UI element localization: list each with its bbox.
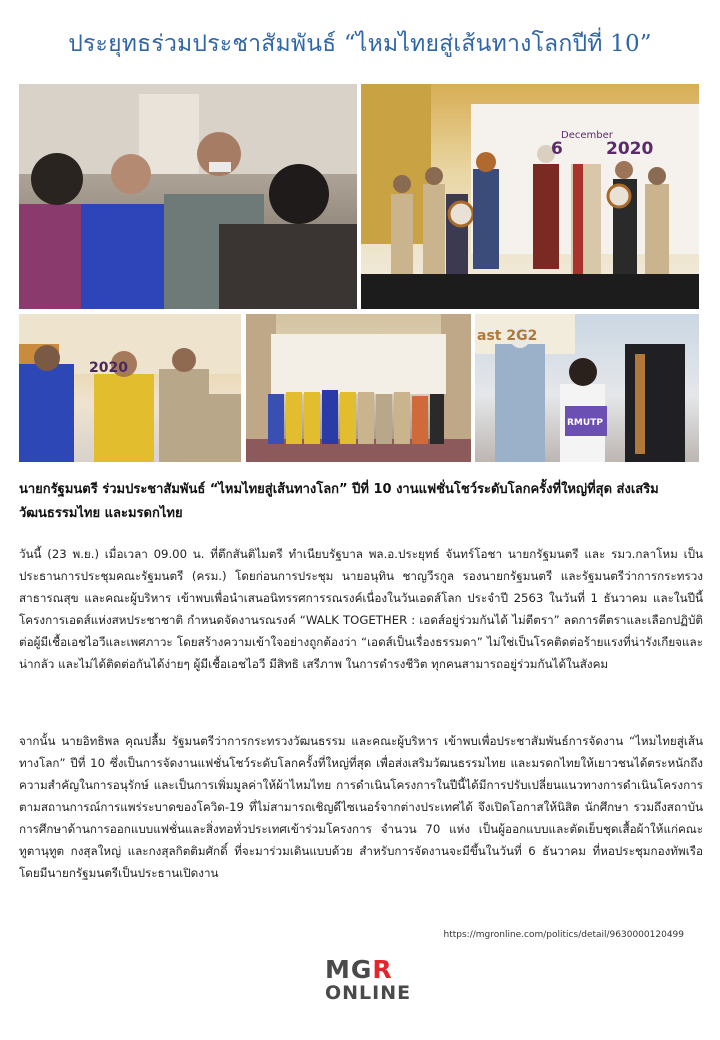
photo-prayut-greeting-scene [19,84,357,309]
logo-mgr-prefix: MG [325,955,373,984]
rmutp-sign-text: RMUTP [567,418,603,428]
photo-group-small-scene [19,314,241,462]
photo5-banner-text: ast 2G2 [477,328,538,344]
exhibit-date-month: December [561,130,613,141]
photo-fashion-exhibit-scene [361,84,699,309]
photo-fashion-exhibit [361,84,699,309]
photo-group-small [19,314,241,462]
mgr-online-logo [325,957,421,1007]
logo-mgr-text [325,957,421,982]
exhibit-date-year: 2020 [606,139,654,159]
article-paragraph-1: วันนี้ (23 พ.ย.) เมื่อเวลา 09.00 น. ที่ตึกสันติไมตรี ทำเนียบรัฐบาล พล.อ.ประยุทธ์ จันทร์โอชา นายกรัฐมนตรี และ รมว.กลาโหม เป็นประธานการประชุมคณะรัฐมนตรี (ครม.) โดยก่อนการประชุม นายอนุทิน ชาญวีรกูล รองนายกรัฐมนตรี และรัฐมนตรีว่าการกระทรวงสาธารณสุข และคณะผู้บริหาร เข้าพบเพื่อนำเสนอนิทรรศการรณรงค์เนื่องในวันเอดส์โลก ประจำปี 2563 ในวันที่ 1 ธันวาคม และในปีนี้โครงการเอดส์แห่งสหประชาชาติ กำหนดจัดงานรณรงค์ “WALK TOGETHER : เอดส์อยู่ร่วมกันได้ ไม่ตีตรา” ลดการตีตราและเลือกปฏิบัติต่อผู้มีเชื้อเอชไอวีและเพศภาวะ โดยสร้างความเข้าใจอย่างถูกต้องว่า “เอดส์เป็นเรื่องธรรมดา” ไม่ใช่เป็นโรคติดต่อร้ายแรงที่น่ารังเกียจและน่ากลัว และไม่ได้ติดต่อกันได้ง่ายๆ ผู้มีเชื้อเอชไอวี มีสิทธิ เสรีภาพ ในการดำรงชีวิต ทุกคนสามารถอยู่ร่วมกันได้ในสังคม [19,547,703,671]
photo-student-rmutp [475,314,699,462]
photo-group-large-scene [246,314,471,462]
exhibit-date-day: 6 [551,139,563,159]
article-paragraph-2: จากนั้น นายอิทธิพล คุณปลื้ม รัฐมนตรีว่าการกระทรวงวัฒนธรรม และคณะผู้บริหาร เข้าพบเพื่อประชาสัมพันธ์การจัดงาน “ไหมไทยสู่เส้นทางโลก” ปีที่ 10 ซึ่งเป็นการจัดงานแฟชั่นโชว์ระดับโลกครั้งที่ใหญ่ที่สุด เพื่อส่งเสริมวัฒนธรรมไทย และมรดกไทยให้เยาวชนได้ตระหนักถึงความสำคัญในการอนุรักษ์ และเป็นการเพิ่มมูลค่าให้ผ้าไหมไทย การดำเนินโครงการในปีนี้ได้มีการปรับเปลี่ยนแนวทางการดำเนินโครงการตามสถานการณ์การแพร่ระบาดของโควิด-19 ที่ไม่สามารถเชิญดีไซเนอร์จากต่างประเทศได้ จึงเปิดโอกาสให้นิสิต นักศึกษา รวมถึงสถาบันการศึกษาด้านการออกแบบแฟชั่นและสิ่งทอทั่วประเทศเข้าร่วมโครงการ จำนวน 70 แห่ง เป็นผู้ออกแบบและตัดเย็บชุดเสื้อผ้าให้แก่คณะทูตานุทูต กงสุลใหญ่ และกงสุลกิตติมศักดิ์ ที่จะมาร่วมเดินแบบด้วย สำหรับการจัดงานจะมีขึ้นในวันที่ 6 ธันวาคม ที่หอประชุมกองทัพเรือ โดยมีนายกรัฐมนตรีเป็นประธานเปิดงาน [19,734,703,880]
photo-prayut-greeting [19,84,357,309]
source-url[interactable]: https://mgronline.com/politics/detail/9630000120499 [443,930,684,940]
photo-student-rmutp-scene [475,314,699,462]
logo-mgr-accent: R [372,955,393,984]
photo-group-large [246,314,471,462]
photo3-year-text: 2020 [89,360,128,376]
article-title: ประยุทธร่วมประชาสัมพันธ์ “ไหมไทยสู่เส้นทางโลกปีที่ 10” [68,31,652,57]
logo-online-text: ONLINE [325,982,412,1004]
article-headline: นายกรัฐมนตรี ร่วมประชาสัมพันธ์ “ไหมไทยสู่เส้นทางโลก” ปีที่ 10 งานแฟชั่นโชว์ระดับโลกครั้งที่ใหญ่ที่สุด ส่งเสริมวัฒนธรรมไทย และมรดกไทย [19,482,659,521]
